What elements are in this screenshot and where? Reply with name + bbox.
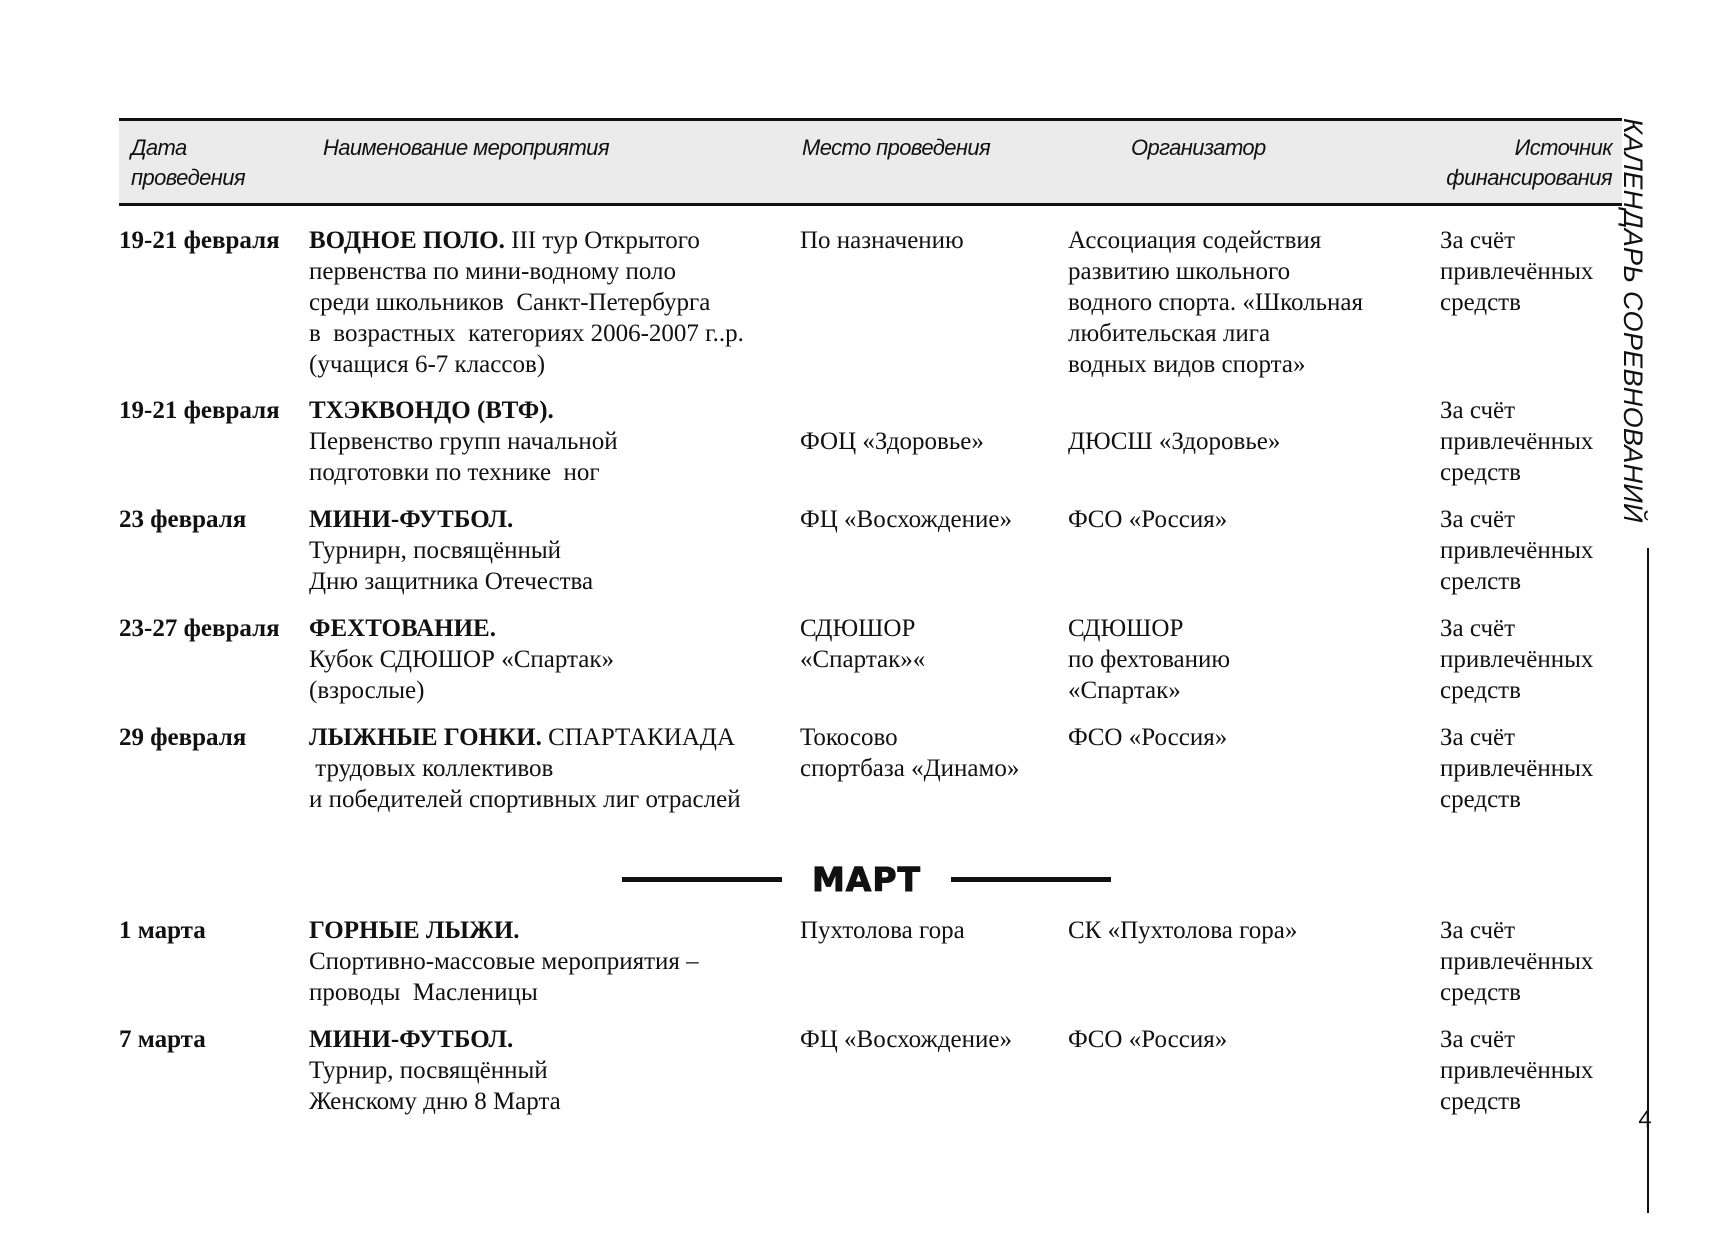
month-rule-left [622,877,782,882]
event-place: ФЦ «Восхождение» [800,506,1012,533]
page-number: 4 [1638,1106,1652,1133]
sidebar-title: КАЛЕНДАРЬ СОРЕВНОВАНИЙ [1618,118,1648,523]
event-organizer: ФСО «Россия» [1068,724,1228,751]
event-name [309,915,699,1008]
header-funding: Источник финансирования [1446,135,1612,190]
event-title: ЛЫЖНЫЕ ГОНКИ. [309,724,542,751]
header-place: Место проведения [802,135,991,160]
event-title: ФЕХТОВАНИЕ. [309,615,496,642]
event-organizer: ФСО «Россия» [1068,506,1228,533]
event-title: ТХЭКВОНДО (ВТФ). [309,397,554,424]
event-funding: За счёт привлечённых средств [1440,227,1594,316]
event-funding: За счёт привлечённых средств [1440,917,1594,1006]
event-date: 23-27 февраля [119,615,280,642]
event-name [309,225,744,380]
event-funding: За счёт привлечённых средств [1440,1026,1594,1115]
event-place: По назначению [800,227,964,254]
header-date: Дата проведения [131,135,246,190]
event-name [309,1024,561,1117]
event-title: МИНИ-ФУТБОЛ. [309,506,514,533]
event-place: ФЦ «Восхождение» [800,1026,1012,1053]
event-description: III тур Открытого первенства по мини-водному поло среди школьников Санкт-Петербурга в возрастных категориях 2006-2007 г..р. (учащися 6-7 классов) [309,227,744,378]
event-description: СПАРТАКИАДА трудовых коллективов и победителей спортивных лиг отраслей [309,724,741,813]
event-date: 29 февраля [119,724,247,751]
event-date: 1 марта [119,917,206,944]
event-place: Пухтолова гора [800,917,965,944]
month-separator [0,860,1733,900]
event-title: ГОРНЫЕ ЛЫЖИ. [309,917,520,944]
event-description: Кубок СДЮШОР «Спартак» (взрослые) [309,646,614,704]
month-heading: МАРТ [811,860,922,899]
event-description: Турнирн, посвящённый Дню защитника Отечества [309,537,594,595]
event-funding: За счёт привлечённых средств [1440,615,1594,704]
event-name [309,504,593,597]
event-place: ФОЦ «Здоровье» [800,428,984,455]
event-funding: За счёт привлечённых срелств [1440,506,1594,595]
event-organizer: Ассоциация содействия развитию школьного водного спорта. «Школьная любительская лига водных видов спорта» [1068,227,1363,378]
event-place: СДЮШОР «Спартак»« [800,615,926,673]
event-title: МИНИ-ФУТБОЛ. [309,1026,514,1053]
sidebar [1608,118,1658,1118]
event-funding: За счёт привлечённых средств [1440,397,1594,486]
event-name [309,722,741,815]
event-funding: За счёт привлечённых средств [1440,724,1594,813]
event-description: Спортивно-массовые мероприятия – проводы Масленицы [309,948,699,1006]
table-header [119,118,1622,206]
event-description: Первенство групп начальной подготовки по технике ног [309,428,618,486]
event-organizer: СК «Пухтолова гора» [1068,917,1298,944]
event-date: 19-21 февраля [119,397,280,424]
event-date: 7 марта [119,1026,206,1053]
event-organizer: СДЮШОР по фехтованию «Спартак» [1068,615,1231,704]
event-date: 23 февраля [119,506,247,533]
month-rule-right [951,877,1111,882]
event-place: Токосово спортбаза «Динамо» [800,724,1020,782]
header-organizer: Организатор [1131,135,1266,160]
event-organizer: ФСО «Россия» [1068,1026,1228,1053]
event-date: 19-21 февраля [119,227,280,254]
event-description: Турнир, посвящённый Женскому дню 8 Марта [309,1057,561,1115]
event-name [309,613,614,706]
header-name: Наименование мероприятия [323,135,609,160]
event-name [309,395,618,488]
event-organizer: ДЮСШ «Здоровье» [1068,428,1281,455]
event-title: ВОДНОЕ ПОЛО. [309,227,505,254]
